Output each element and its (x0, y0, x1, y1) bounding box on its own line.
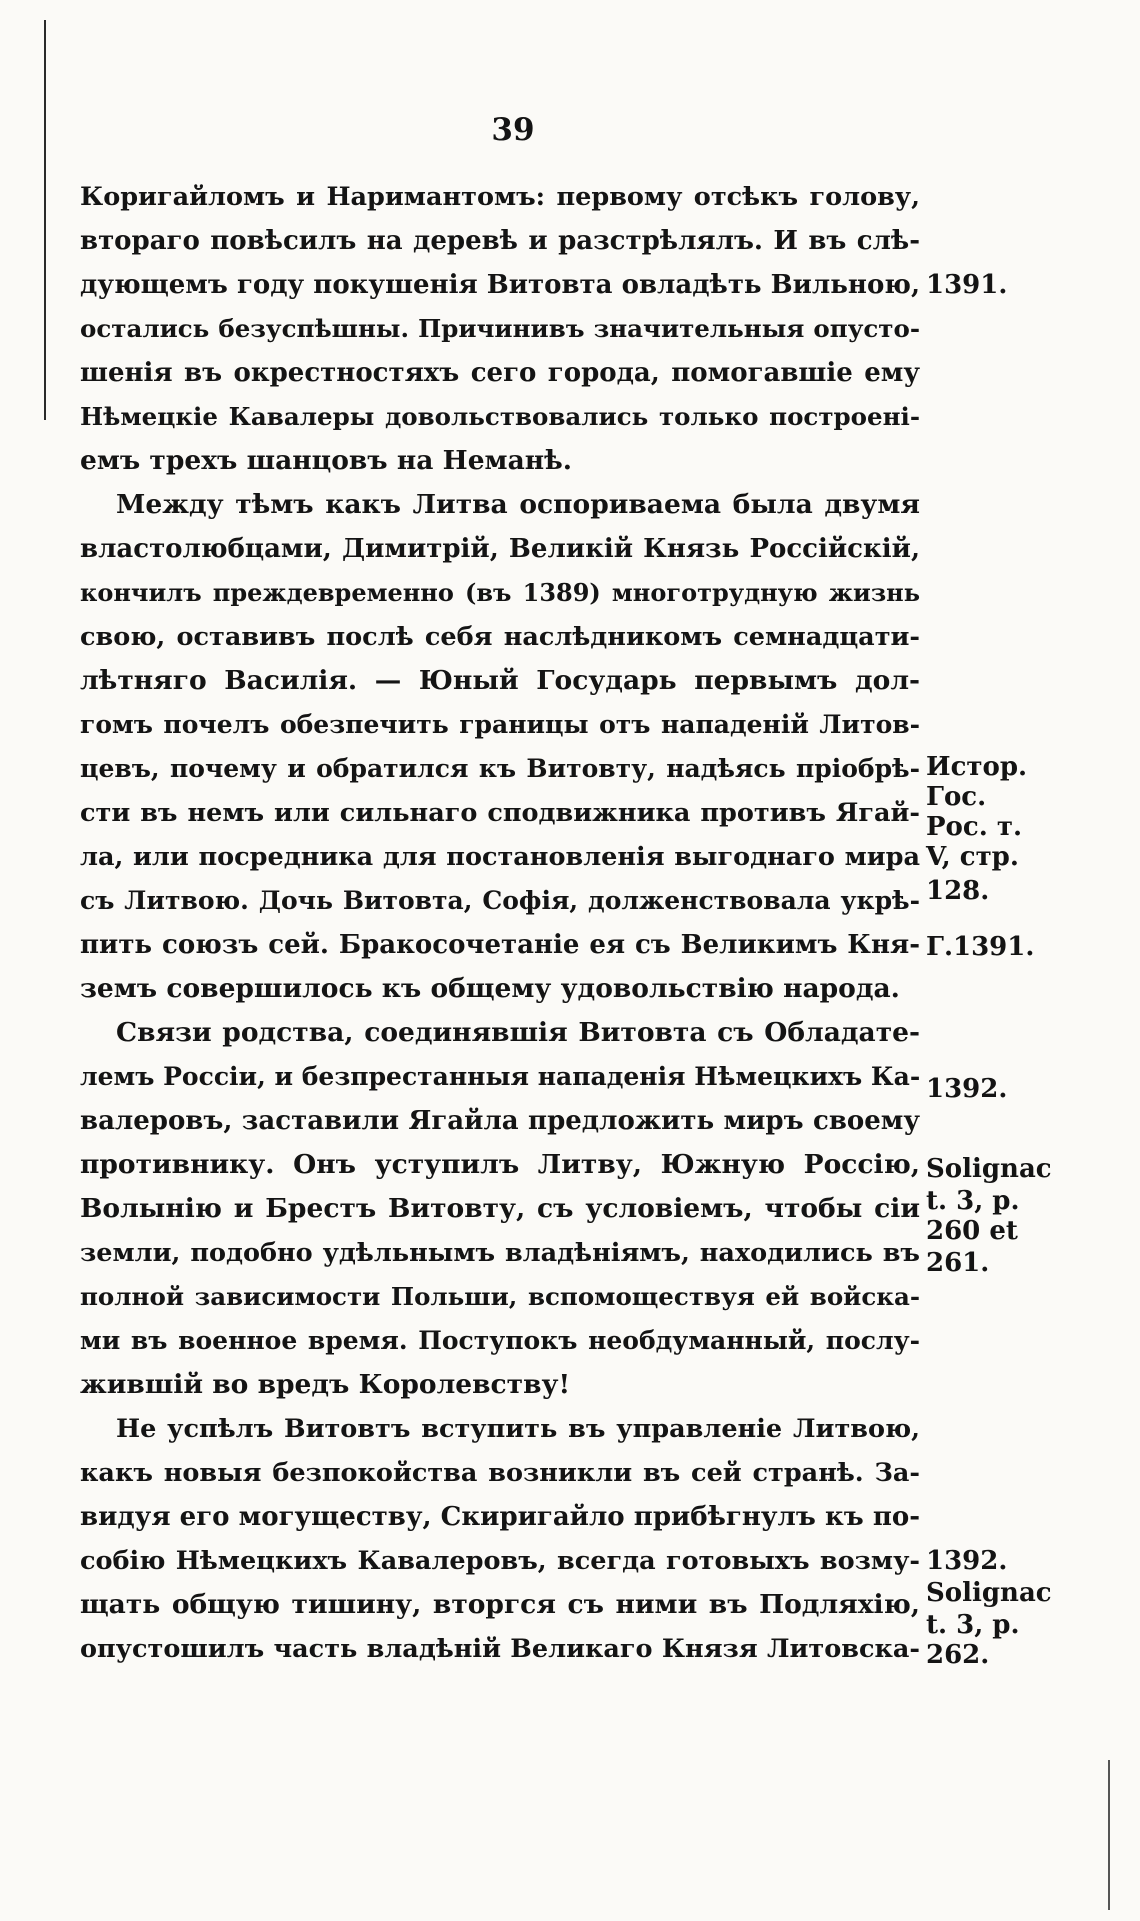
margin-note: V, стр. (926, 842, 1019, 872)
text-line: Не успѣлъ Витовтъ вступить въ управленіе Литвою, (116, 1414, 920, 1444)
text-line: пить союзъ сей. Бракосочетаніе ея съ Великимъ Кня- (80, 930, 920, 960)
text-line: шенія въ окрестностяхъ сего города, помогавшіе ему (80, 358, 920, 388)
text-line: Нѣмецкіе Кавалеры довольствовались только построені- (80, 402, 920, 431)
margin-note: 128. (926, 876, 990, 906)
margin-note: Гос. (926, 782, 987, 812)
text-line: ла, или посредника для постановленія выгоднаго мира (80, 842, 920, 872)
margin-note: Solignac (926, 1154, 1052, 1184)
text-line: лемъ Россіи, и безпрестанныя нападенія Нѣмецкихъ Ка- (80, 1062, 921, 1091)
text-line: сти въ немъ или сильнаго сподвижника противъ Ягай- (80, 798, 920, 828)
text-line: дующемъ году покушенія Витовта овладѣть Вильною, (80, 270, 920, 300)
text-line: свою, оставивъ послѣ себя наслѣдникомъ семнадцати- (80, 622, 920, 652)
text-line: жившій во вредъ Королевству! (80, 1369, 571, 1400)
margin-note: 261. (926, 1248, 990, 1278)
page-number: 39 (491, 112, 535, 148)
text-line: земли, подобно удѣльнымъ владѣніямъ, находились въ (80, 1238, 920, 1268)
text-line: Связи родства, соединявшія Витовта съ Обладате- (116, 1017, 920, 1048)
margin-note: 1391. (926, 270, 1008, 300)
margin-note: Рос. т. (926, 812, 1022, 842)
text-line: Волынію и Брестъ Витовту, съ условіемъ, чтобы сіи (80, 1193, 920, 1224)
text-line: втораго повѣсилъ на деревѣ и разстрѣлялъ. И въ слѣ- (80, 226, 920, 256)
text-line: лѣтняго Василія. — Юный Государь первымъ дол- (80, 665, 920, 696)
text-line: Коригайломъ и Наримантомъ: первому отсѣкъ голову, (80, 182, 920, 212)
text-line: ми въ военное время. Поступокъ необдуманный, послу- (80, 1326, 920, 1355)
text-line: цевъ, почему и обратился къ Витовту, надѣясь пріобрѣ- (80, 754, 920, 783)
text-line: собію Нѣмецкихъ Кавалеровъ, всегда готовыхъ возму- (80, 1546, 920, 1576)
text-line: видуя его могуществу, Скиригайло прибѣгнулъ къ по- (80, 1502, 920, 1532)
scan-edge-right (1108, 1760, 1110, 1910)
text-line: съ Литвою. Дочь Витовта, Софія, долженствовала укрѣ- (80, 886, 920, 915)
text-line: Между тѣмъ какъ Литва оспориваема была двумя (116, 489, 920, 520)
margin-note: 1392. (926, 1074, 1008, 1104)
margin-note: t. 3, p. (926, 1186, 1020, 1216)
text-line: валеровъ, заставили Ягайла предложить миръ своему (80, 1106, 920, 1136)
margin-note: Г.1391. (926, 932, 1035, 962)
margin-note: Истор. (926, 752, 1028, 782)
text-line: полной зависимости Польши, вспомоществуя ей войска- (80, 1282, 920, 1311)
margin-note: 1392. (926, 1546, 1008, 1576)
text-line: какъ новыя безпокойства возникли въ сей странѣ. За- (80, 1458, 920, 1488)
text-line: земъ совершилось къ общему удовольствію народа. (80, 973, 900, 1004)
margin-note: t. 3, p. (926, 1610, 1020, 1640)
text-line: емъ трехъ шанцовъ на Неманѣ. (80, 445, 572, 476)
text-line: остались безуспѣшны. Причинивъ значительныя опусто- (80, 314, 920, 343)
text-line: щать общую тишину, вторгся съ ними въ Подляхію, (80, 1589, 920, 1620)
margin-note: 260 et (926, 1216, 1018, 1246)
text-line: кончилъ преждевременно (въ 1389) многотрудную жизнь (80, 578, 920, 607)
margin-note: 262. (926, 1640, 990, 1670)
text-line: гомъ почелъ обезпечить границы отъ нападеній Литов- (80, 710, 920, 739)
margin-note: Solignac (926, 1578, 1052, 1608)
text-line: опустошилъ часть владѣній Великаго Князя Литовска- (80, 1634, 920, 1664)
scan-edge-left (44, 20, 46, 420)
text-line: властолюбцами, Димитрій, Великій Князь Россійскій, (80, 534, 920, 564)
text-line: противнику. Онъ уступилъ Литву, Южную Россію, (80, 1149, 920, 1180)
